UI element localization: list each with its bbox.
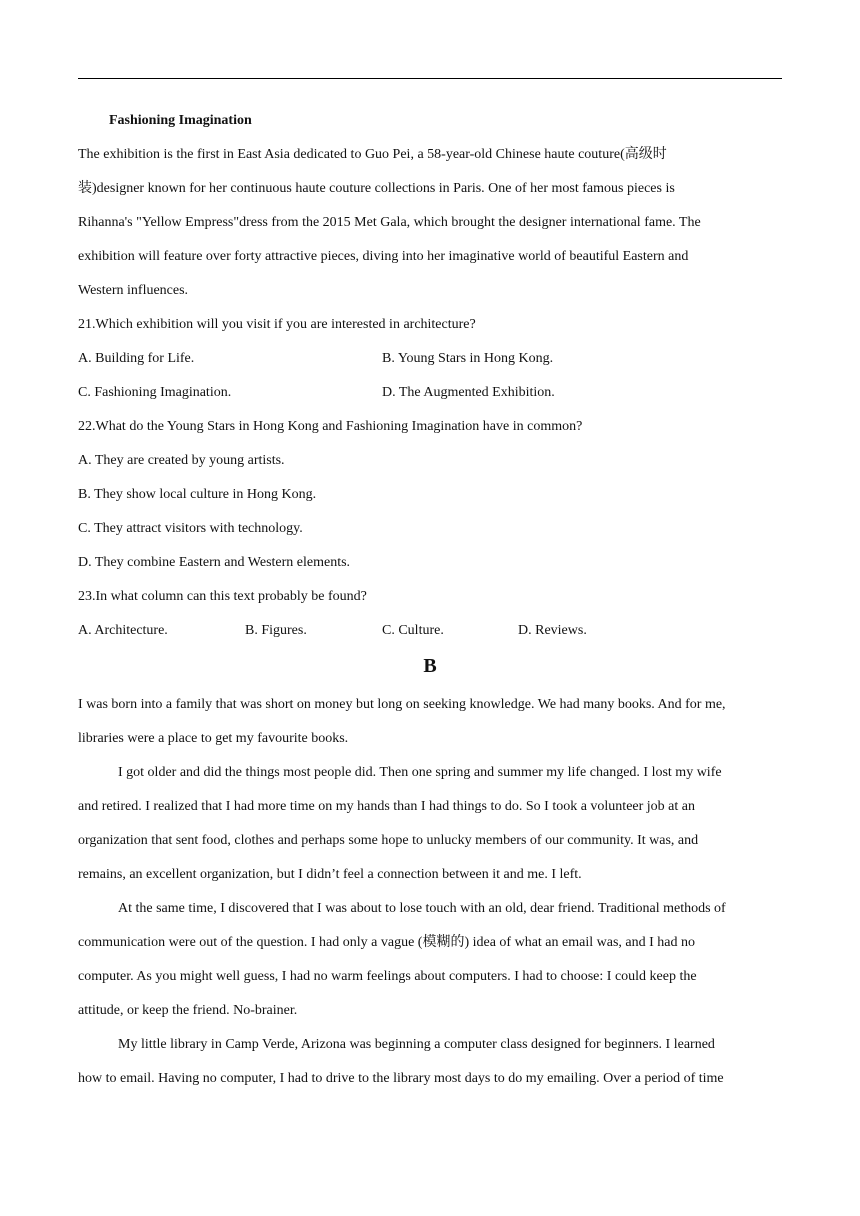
passage-b-paragraph-2 — [78, 756, 782, 892]
option-d: D. The Augmented Exhibition. — [382, 385, 555, 400]
text-line: and retired. I realized that I had more time on my hands than I had things to do. So I took a volunteer job at an — [78, 799, 695, 814]
text-line: how to email. Having no computer, I had to drive to the library most days to do my emailing. Over a period of time — [78, 1071, 724, 1086]
option-row — [78, 342, 782, 376]
text-line: exhibition will feature over forty attractive pieces, diving into her imaginative world of beautiful Eastern and — [78, 249, 689, 264]
text-line: At the same time, I discovered that I was about to lose touch with an old, dear friend. Traditional methods of — [118, 901, 726, 916]
text-line: communication were out of the question. I had only a vague (模糊的) idea of what an email was, and I had no — [78, 935, 695, 950]
document-body — [78, 104, 782, 1096]
option-row — [78, 614, 782, 648]
text-line: Western influences. — [78, 283, 189, 298]
question-stem: 23.In what column can this text probably be found? — [78, 589, 367, 604]
text-line: remains, an excellent organization, but I didn’t feel a connection between it and me. I left. — [78, 867, 582, 882]
text-line: My little library in Camp Verde, Arizona was beginning a computer class designed for beginners. I learned — [118, 1037, 715, 1052]
question-21 — [78, 308, 782, 410]
section-heading-b: B — [423, 655, 437, 677]
text-line: organization that sent food, clothes and perhaps some hope to unlucky members of our community. It was, and — [78, 833, 699, 848]
option-b: B. Figures. — [245, 623, 307, 638]
option-d: D. Reviews. — [518, 623, 587, 638]
header-rule — [78, 78, 782, 79]
option-d: D. They combine Eastern and Western elements. — [78, 555, 351, 570]
option-a: A. They are created by young artists. — [78, 453, 285, 468]
option-c: C. Fashioning Imagination. — [78, 385, 232, 400]
option-b: B. They show local culture in Hong Kong. — [78, 487, 317, 502]
text-line: I was born into a family that was short on money but long on seeking knowledge. We had many books. And for me, — [78, 697, 726, 712]
text-line: attitude, or keep the friend. No-brainer. — [78, 1003, 298, 1018]
passage-a-paragraph — [78, 138, 782, 308]
text-line: 装)designer known for her continuous haute couture collections in Paris. One of her most famous pieces is — [78, 181, 675, 196]
passage-b-paragraph-4 — [78, 1028, 782, 1096]
text-line: I got older and did the things most people did. Then one spring and summer my life changed. I lost my wife — [118, 765, 722, 780]
question-stem: 22.What do the Young Stars in Hong Kong and Fashioning Imagination have in common? — [78, 419, 583, 434]
text-line: Rihanna's "Yellow Empress"dress from the 2015 Met Gala, which brought the designer international fame. The — [78, 215, 701, 230]
text-line: computer. As you might well guess, I had no warm feelings about computers. I had to choose: I could keep the — [78, 969, 697, 984]
option-row — [78, 376, 782, 410]
option-a: A. Building for Life. — [78, 351, 195, 366]
question-22 — [78, 410, 782, 580]
passage-b-paragraph-3 — [78, 892, 782, 1028]
question-stem: 21.Which exhibition will you visit if you are interested in architecture? — [78, 317, 476, 332]
passage-title: Fashioning Imagination — [109, 113, 252, 128]
question-23 — [78, 580, 782, 648]
passage-b-paragraph-1 — [78, 688, 782, 756]
option-c: C. Culture. — [382, 623, 444, 638]
option-c: C. They attract visitors with technology. — [78, 521, 303, 536]
option-b: B. Young Stars in Hong Kong. — [382, 351, 554, 366]
option-a: A. Architecture. — [78, 623, 168, 638]
text-line: libraries were a place to get my favourite books. — [78, 731, 349, 746]
text-line: The exhibition is the first in East Asia dedicated to Guo Pei, a 58-year-old Chinese haute couture(高级时 — [78, 147, 667, 162]
